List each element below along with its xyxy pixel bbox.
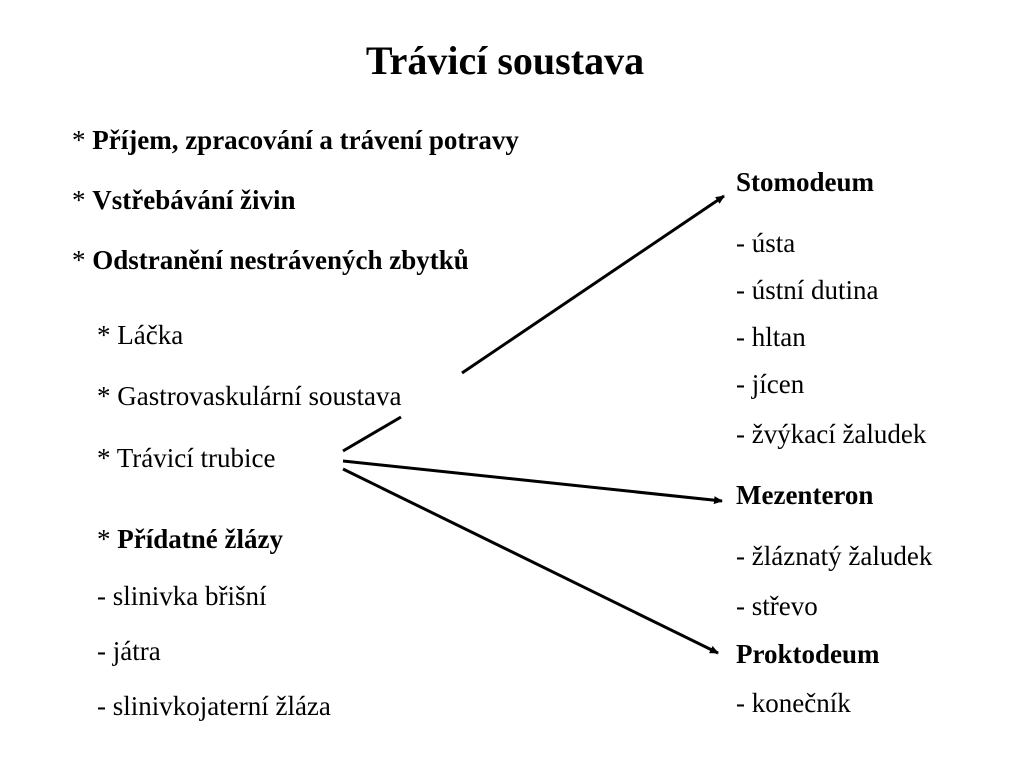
section-item: - ústní dutina xyxy=(736,275,879,305)
section-item: - žvýkací žaludek xyxy=(736,419,927,449)
section-proktodeum-title: Proktodeum xyxy=(736,639,880,669)
function-label: Příjem, zpracování a trávení potravy xyxy=(92,125,519,155)
glands-heading-label: Přídatné žlázy xyxy=(117,524,283,554)
gland-item: - slinivkojaterní žláza xyxy=(97,691,331,721)
gland-item: - játra xyxy=(97,636,161,666)
function-bullet: * xyxy=(72,245,93,275)
section-stomodeum-title: Stomodeum xyxy=(736,167,875,197)
section-item: - střevo xyxy=(736,591,818,621)
arrow-to-stomodeum xyxy=(462,196,724,373)
section-item: - žláznatý žaludek xyxy=(736,541,933,571)
function-label: Odstranění nestrávených zbytků xyxy=(92,245,469,275)
function-bullet: * xyxy=(72,185,93,215)
section-item: - ústa xyxy=(736,228,796,258)
gland-item: - slinivka břišní xyxy=(97,581,267,611)
type-gastrovascular: * Gastrovaskulární soustava xyxy=(97,381,402,411)
section-mezenteron-title: Mezenteron xyxy=(736,480,874,510)
arrow-to-stomodeum-lower xyxy=(343,417,401,451)
section-item: - konečník xyxy=(736,688,851,718)
arrow-to-proktodeum xyxy=(343,469,718,653)
arrow-to-mezenteron xyxy=(343,461,722,501)
function-bullet: * xyxy=(72,125,93,155)
section-item: - hltan xyxy=(736,322,806,352)
type-digestive-tube: * Trávicí trubice xyxy=(97,443,276,473)
glands-bullet: * xyxy=(97,524,118,554)
section-item: - jícen xyxy=(736,369,805,399)
function-label: Vstřebávání živin xyxy=(92,185,296,215)
slide-title: Trávicí soustava xyxy=(365,38,645,83)
type-lacka: * Láčka xyxy=(97,320,184,350)
